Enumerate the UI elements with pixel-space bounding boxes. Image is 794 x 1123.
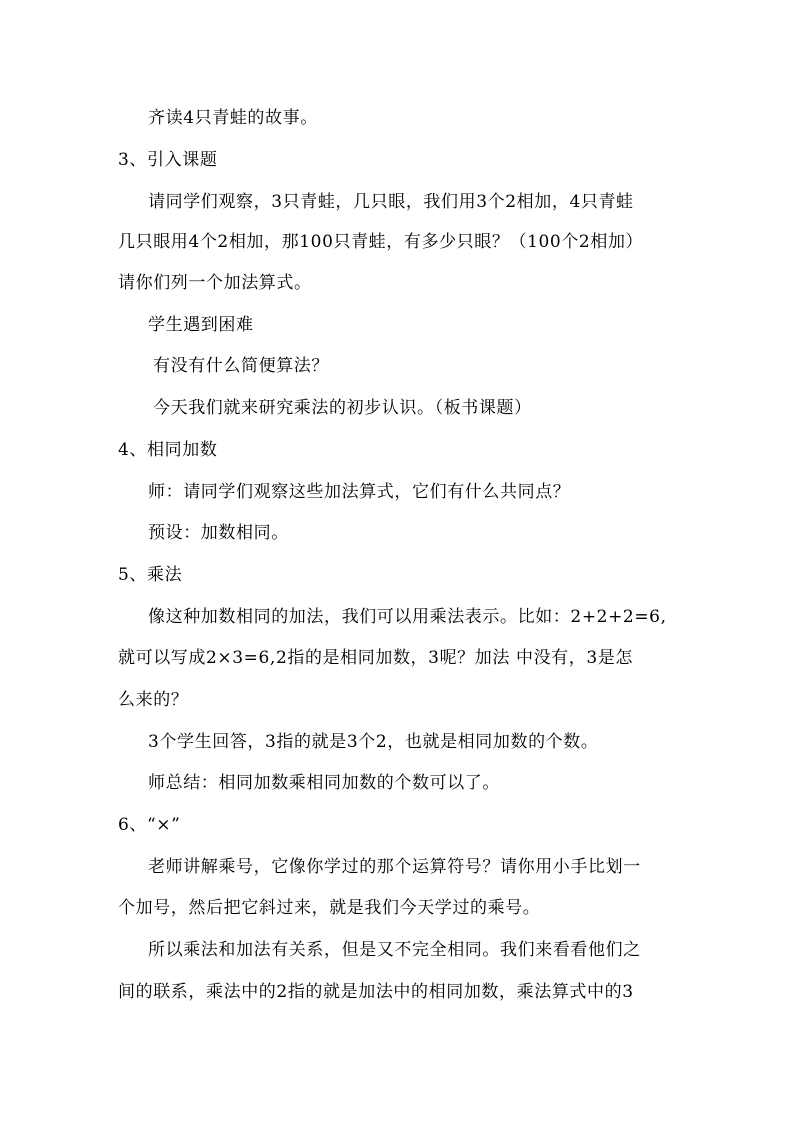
paragraph-line: 师总结：相同加数乘相同加数的个数可以了。 (148, 773, 500, 793)
paragraph-line: 有没有什么简便算法？ (153, 356, 329, 376)
paragraph-line: 师：请同学们观察这些加法算式，它们有什么共同点？ (148, 482, 571, 502)
paragraph-line: 像这种加数相同的加法，我们可以用乘法表示。比如：2+2+2=6, (148, 607, 667, 627)
section-heading: 4、相同加数 (118, 440, 218, 460)
paragraph-line: 3个学生回答，3指的就是3个2，也就是相同加数的个数。 (148, 732, 599, 752)
paragraph-line: 请你们列一个加法算式。 (118, 273, 312, 293)
paragraph-line: 老师讲解乘号，它像你学过的那个运算符号？请你用小手比划一 (148, 857, 641, 877)
section-heading: 3、引入课题 (118, 150, 218, 170)
paragraph-line: 请同学们观察，3只青蛙，几只眼，我们用3个2相加，4只青蛙 (148, 192, 634, 212)
paragraph-line: 间的联系，乘法中的2指的就是加法中的相同加数，乘法算式中的3 (118, 982, 634, 1002)
paragraph-line: 今天我们就来研究乘法的初步认识。（板书课题） (153, 398, 532, 418)
paragraph-line: 所以乘法和加法有关系，但是又不完全相同。我们来看看他们之 (148, 940, 641, 960)
paragraph-line: 么来的？ (118, 690, 189, 710)
paragraph-line: 个加号，然后把它斜过来，就是我们今天学过的乘号。 (118, 898, 541, 918)
paragraph-line: 齐读4只青蛙的故事。 (148, 108, 318, 128)
section-heading: 6、“×” (118, 815, 181, 835)
paragraph-line: 预设：加数相同。 (148, 523, 289, 543)
paragraph-line: 学生遇到困难 (148, 315, 254, 335)
section-heading: 5、乘法 (118, 565, 183, 585)
paragraph-line: 就可以写成2×3=6,2指的是相同加数，3呢？加法 中没有，3是怎 (118, 648, 633, 668)
paragraph-line: 几只眼用4个2相加，那100只青蛙，有多少只眼？（100个2相加） (118, 232, 644, 252)
